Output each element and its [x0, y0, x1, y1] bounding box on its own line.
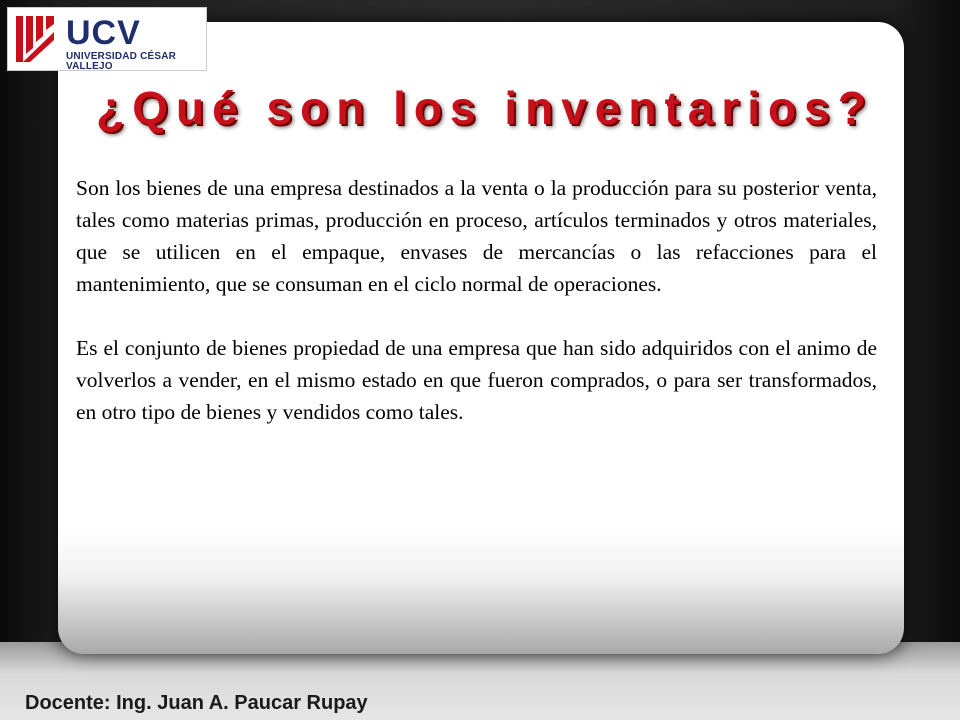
- slide-body: [76, 172, 877, 428]
- ucv-emblem-icon: [8, 8, 64, 70]
- logo-wordmark: UCV: [66, 14, 141, 52]
- university-logo: [7, 7, 207, 71]
- logo-subtitle: UNIVERSIDAD CÉSAR VALLEJO: [66, 51, 177, 72]
- slide-title: ¿Qué son los inventarios?: [96, 82, 874, 134]
- teacher-credit: Docente: Ing. Juan A. Paucar Rupay: [25, 692, 368, 714]
- paragraph-definition: Son los bienes de una empresa destinados a la venta o la producción para su posterior venta, tales como materias primas, producción en proceso, artículos terminados y otros materiales, que se utilicen en el empaque, envases de mercancías o las refacciones para el mantenimiento, que se consuman en el ciclo normal de operaciones.: [76, 176, 877, 296]
- paragraph-concept: Es el conjunto de bienes propiedad de una empresa que han sido adquiridos con el animo de volverlos a vender, en el mismo estado en que fueron comprados, o para ser transformados, en otro tipo de bienes y vendidos como tales.: [76, 336, 877, 424]
